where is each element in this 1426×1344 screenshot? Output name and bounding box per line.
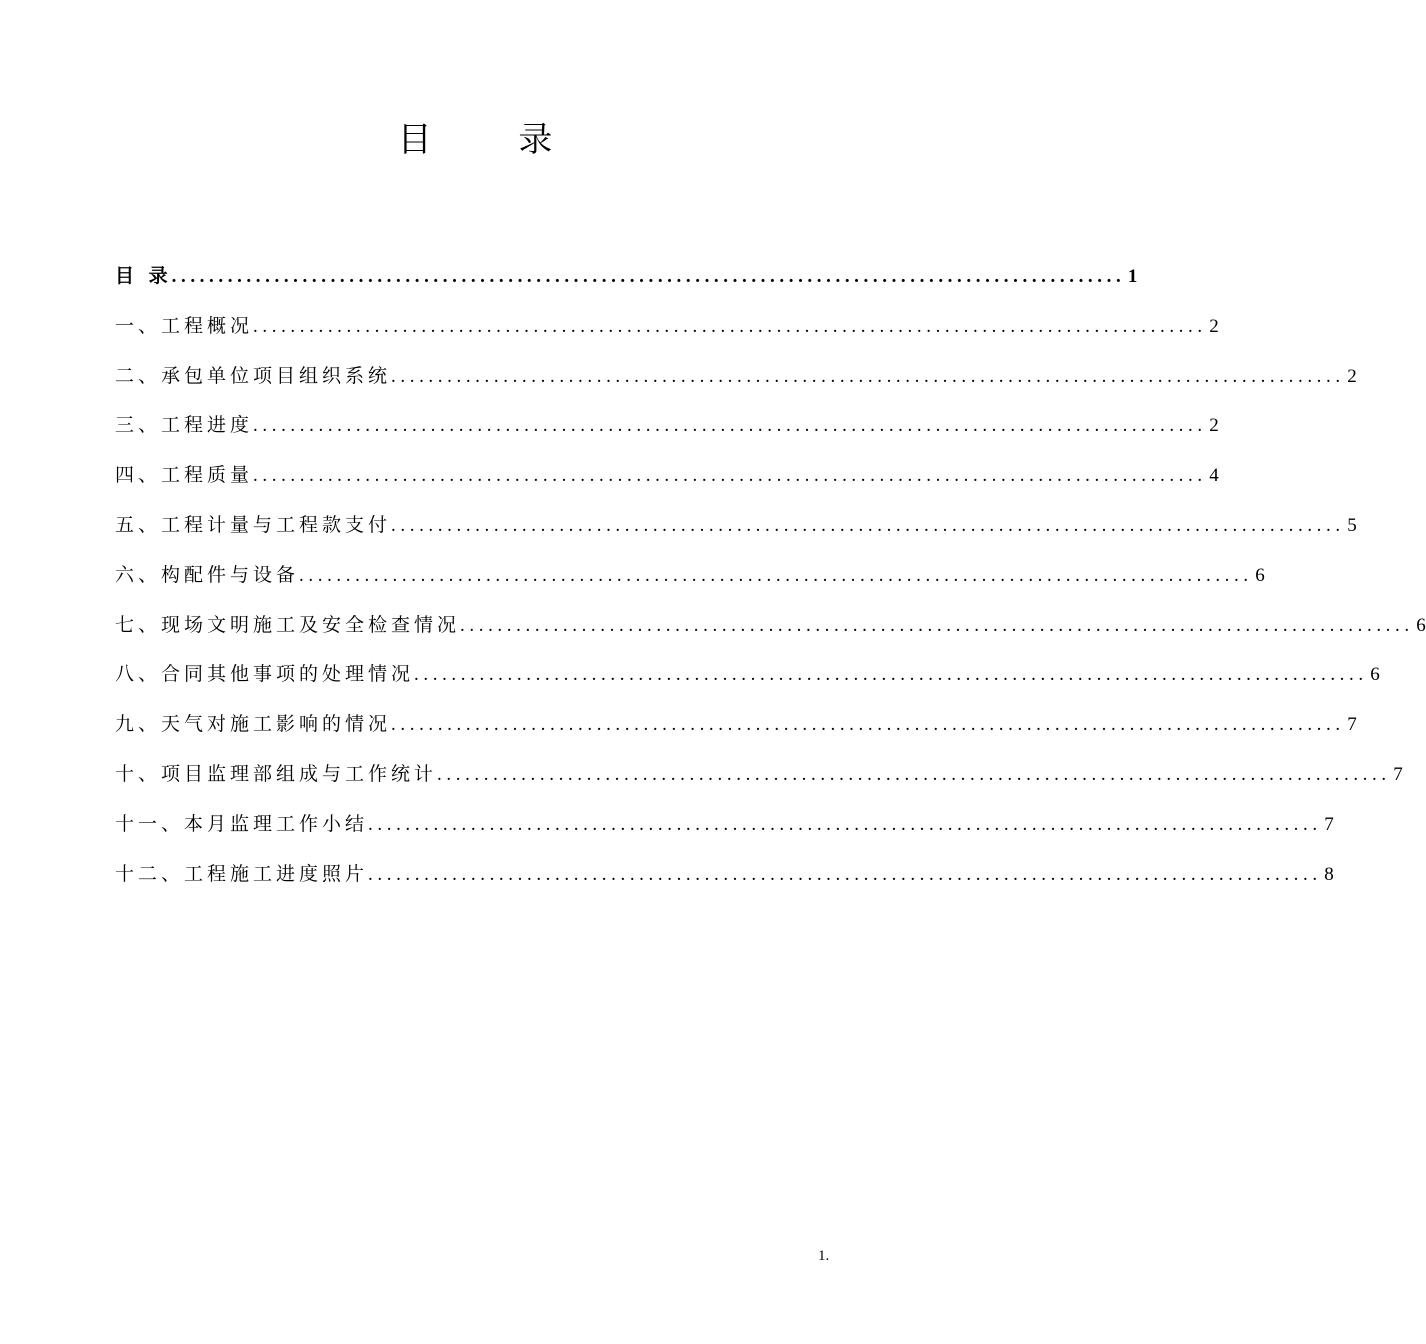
toc-leader-dots: ...................................................................................................... <box>299 564 1253 586</box>
toc-leader-dots: ...................................................................................................... <box>460 614 1414 636</box>
toc-entry[interactable] <box>115 507 1357 557</box>
toc-entry[interactable] <box>115 806 1334 856</box>
toc-leader-dots: ...................................................................................................... <box>391 514 1345 536</box>
toc-entry-page: 7 <box>1324 813 1334 835</box>
table-of-contents <box>115 258 1426 905</box>
toc-entry-label: 三、工程进度 <box>115 414 254 437</box>
toc-entry[interactable] <box>115 706 1357 756</box>
footer-page-number: 1. <box>818 1248 830 1264</box>
toc-leader-dots: ...................................................................................................... <box>391 365 1345 387</box>
toc-entry-page: 7 <box>1393 763 1403 785</box>
toc-entry-page: 6 <box>1255 564 1265 586</box>
toc-leader-dots: ...................................................................................................... <box>437 763 1391 785</box>
toc-entry-page: 2 <box>1209 315 1219 337</box>
toc-entry[interactable] <box>115 756 1403 806</box>
toc-entry-label: 二、承包单位项目组织系统 <box>115 364 392 387</box>
toc-leader-dots: ...................................................................................................... <box>368 863 1322 885</box>
toc-entry[interactable] <box>115 358 1357 408</box>
toc-leader-dots: ...................................................................................................... <box>368 813 1322 835</box>
toc-entry-label: 五、工程计量与工程款支付 <box>115 513 392 536</box>
toc-leader-dots: ...................................................................................................... <box>414 664 1368 686</box>
toc-leader-dots: ...................................................................................................... <box>171 266 1126 287</box>
toc-entry[interactable] <box>115 407 1219 457</box>
toc-entry-label: 十、项目监理部组成与工作统计 <box>115 762 438 785</box>
toc-entry[interactable] <box>115 656 1380 706</box>
toc-entry-label: 目 录 <box>115 265 172 287</box>
toc-entry-label: 一、工程概况 <box>115 314 254 337</box>
toc-entry-label: 四、工程质量 <box>115 464 254 487</box>
toc-entry[interactable] <box>115 856 1334 906</box>
toc-entry[interactable] <box>115 557 1265 607</box>
toc-entry[interactable] <box>115 258 1138 308</box>
toc-entry-label: 八、合同其他事项的处理情况 <box>115 663 415 686</box>
toc-entry-label: 七、现场文明施工及安全检查情况 <box>115 613 461 636</box>
toc-entry-page: 8 <box>1324 863 1334 885</box>
toc-leader-dots: ...................................................................................................... <box>253 315 1207 337</box>
toc-entry[interactable] <box>115 457 1219 507</box>
toc-entry-page: 4 <box>1209 465 1219 487</box>
toc-entry-label: 十一、本月监理工作小结 <box>115 812 369 835</box>
toc-entry-page: 2 <box>1347 365 1357 387</box>
toc-entry-page: 1 <box>1127 266 1138 287</box>
toc-entry-page: 6 <box>1370 664 1380 686</box>
toc-leader-dots: ...................................................................................................... <box>391 714 1345 736</box>
toc-leader-dots: ...................................................................................................... <box>253 415 1207 437</box>
toc-entry[interactable] <box>115 308 1219 358</box>
toc-entry-page: 5 <box>1347 514 1357 536</box>
toc-entry[interactable] <box>115 607 1426 657</box>
page-title: 目 录 <box>397 120 591 160</box>
toc-entry-page: 6 <box>1416 614 1426 636</box>
toc-entry-page: 7 <box>1347 714 1357 736</box>
toc-entry-label: 十二、工程施工进度照片 <box>115 862 369 885</box>
toc-entry-label: 九、天气对施工影响的情况 <box>115 713 392 736</box>
toc-leader-dots: ...................................................................................................... <box>253 465 1207 487</box>
toc-entry-label: 六、构配件与设备 <box>115 563 300 586</box>
toc-entry-page: 2 <box>1209 415 1219 437</box>
